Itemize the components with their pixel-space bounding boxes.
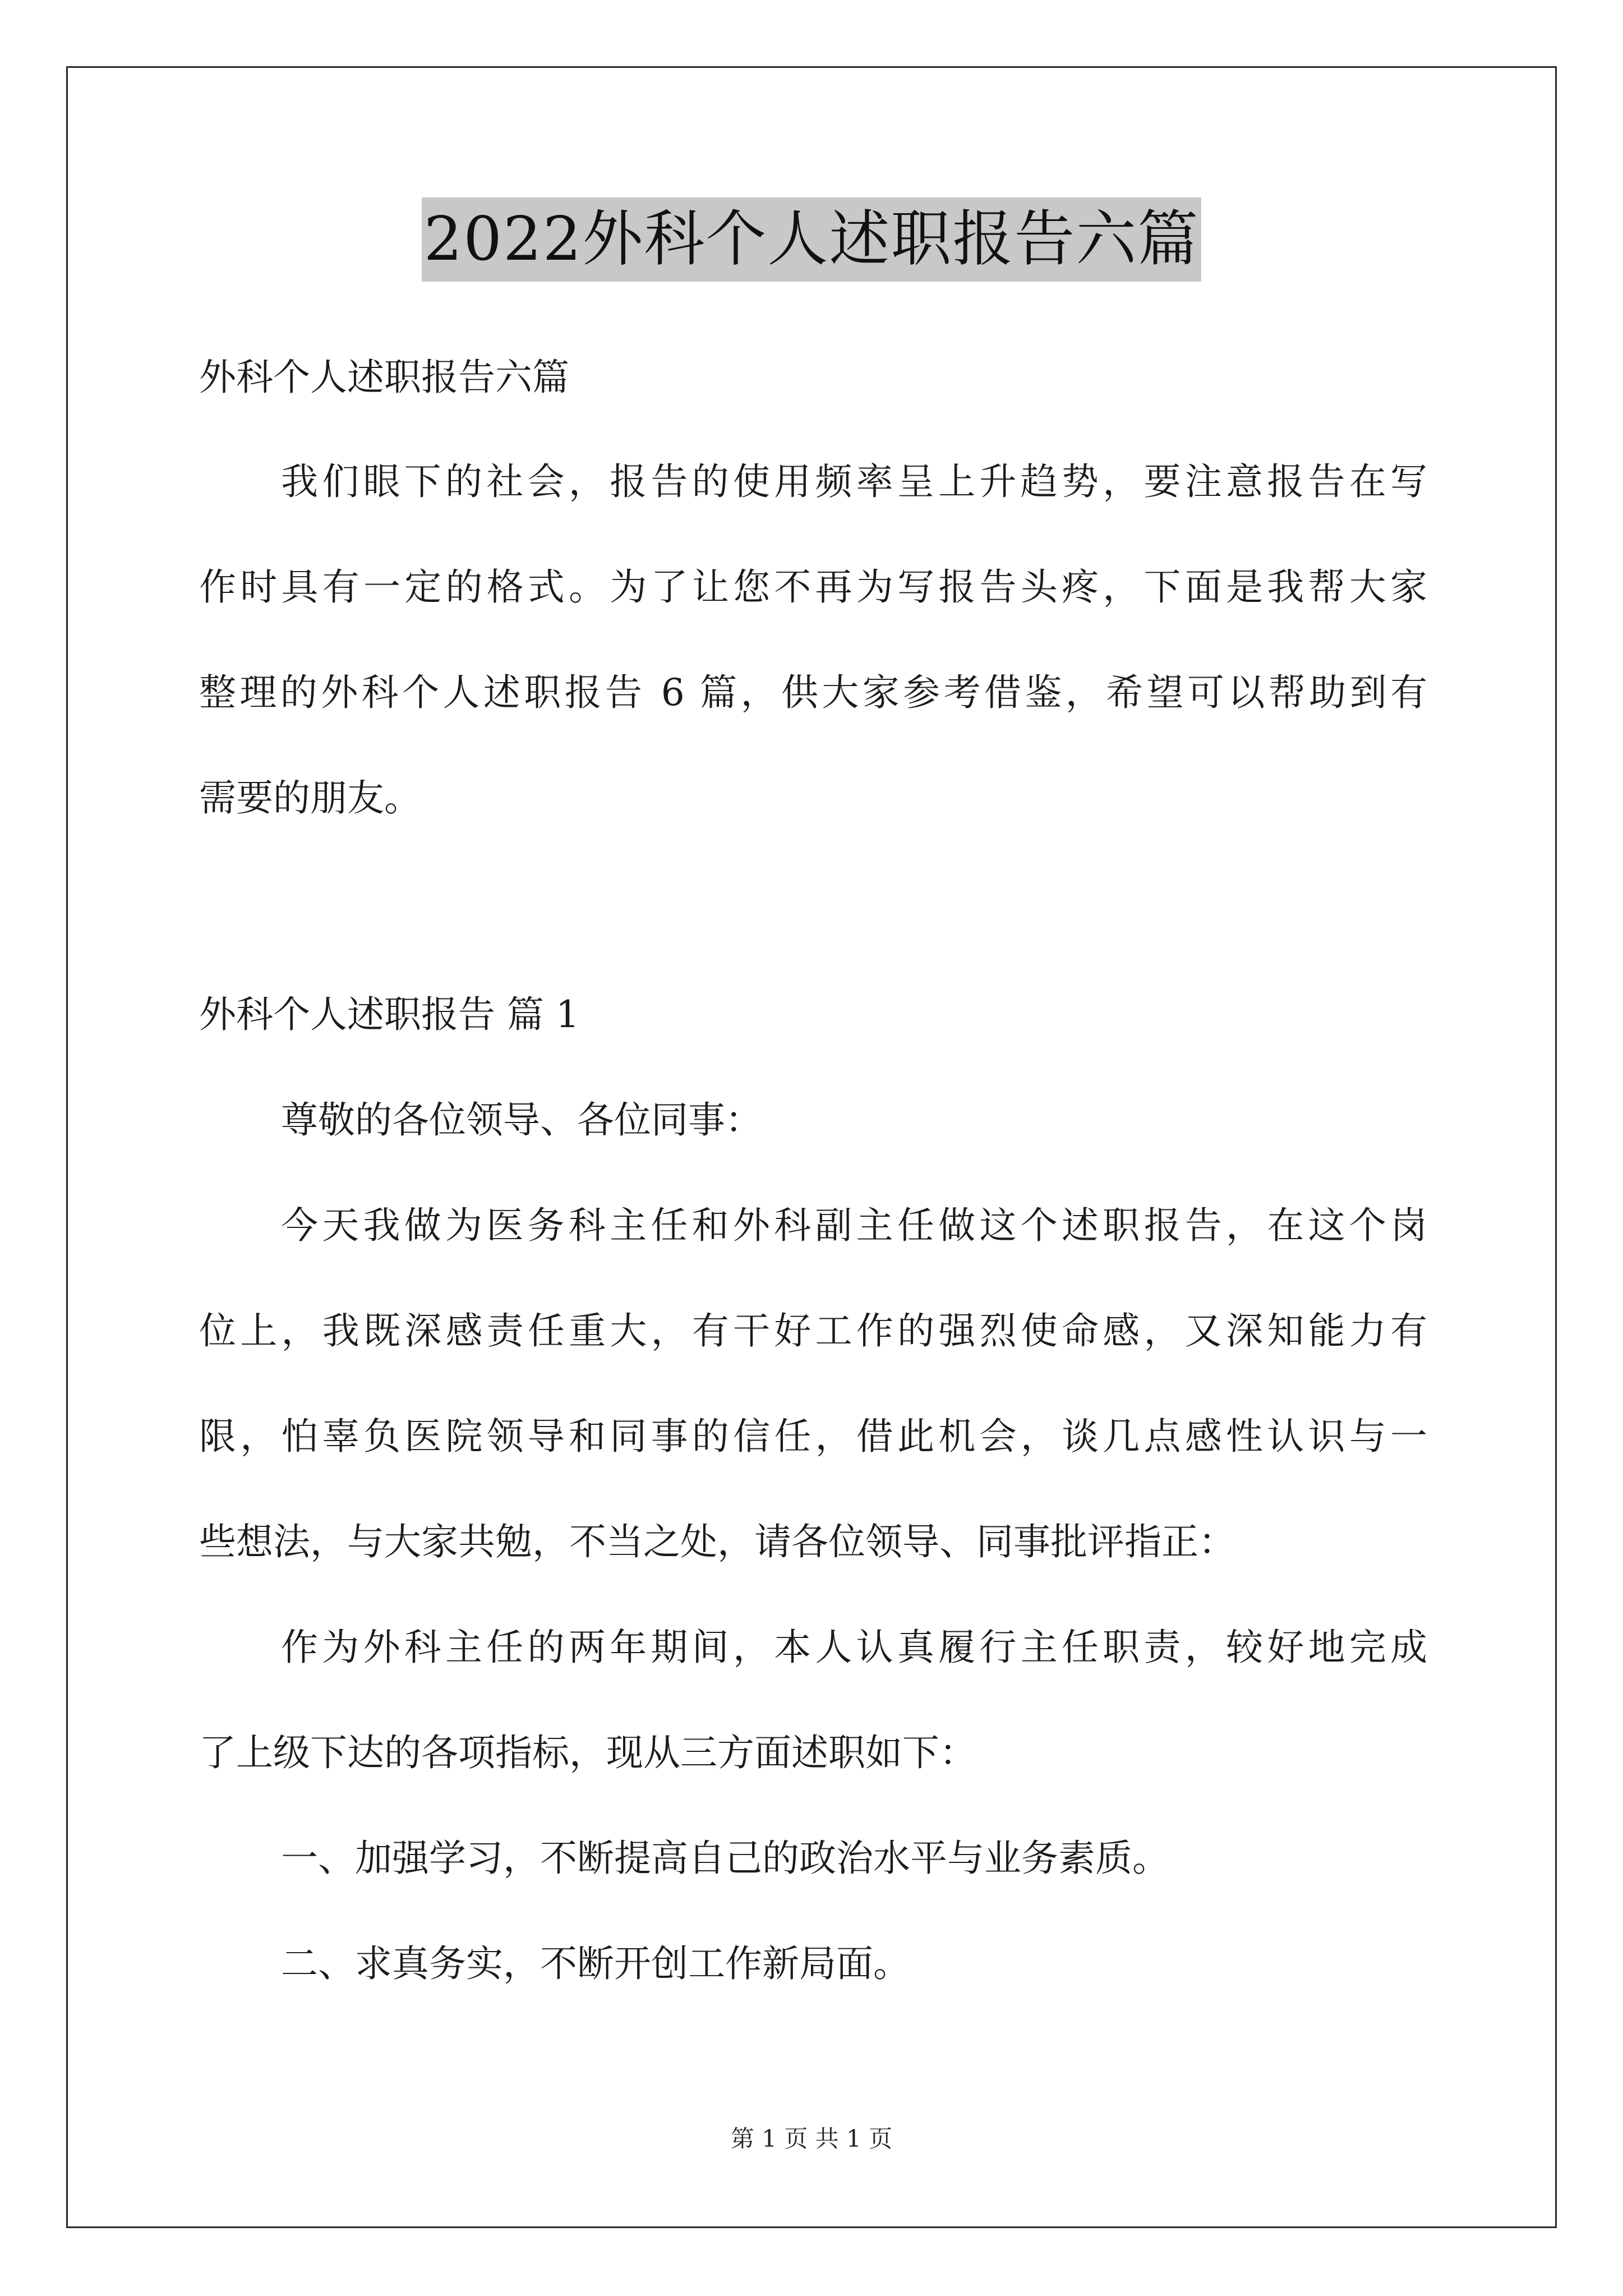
intro-line-4: 需要的朋友。 xyxy=(199,776,421,820)
para1-line-4: 些想法，与大家共勉，不当之处，请各位领导、同事批评指正： xyxy=(199,1520,1235,1563)
document-subtitle: 外科个人述职报告六篇 xyxy=(199,356,569,399)
intro-line-2: 作时具有一定的格式。为了让您不再为写报告头疼，下面是我帮大家 xyxy=(199,565,1427,609)
intro-line-1: 我们眼下的社会，报告的使用频率呈上升趋势，要注意报告在写 xyxy=(281,460,1427,503)
document-title: 2022外科个人述职报告六篇 xyxy=(422,197,1202,282)
point-1: 一、加强学习，不断提高自己的政治水平与业务素质。 xyxy=(281,1837,1169,1880)
intro-line-3: 整理的外科个人述职报告 6 篇，供大家参考借鉴，希望可以帮助到有 xyxy=(199,671,1427,714)
page-footer: 第 1 页 共 1 页 xyxy=(730,2125,893,2152)
title-container xyxy=(0,197,1623,282)
para2-line-2: 了上级下达的各项指标，现从三方面述职如下： xyxy=(199,1731,976,1774)
para2-line-1: 作为外科主任的两年期间，本人认真履行主任职责，较好地完成 xyxy=(281,1626,1427,1669)
para1-line-3: 限，怕辜负医院领导和同事的信任，借此机会，谈几点感性认识与一 xyxy=(199,1415,1427,1458)
greeting: 尊敬的各位领导、各位同事： xyxy=(281,1098,762,1142)
para1-line-2: 位上，我既深感责任重大，有干好工作的强烈使命感，又深知能力有 xyxy=(199,1309,1427,1352)
section-heading: 外科个人述职报告 篇 1 xyxy=(199,993,579,1036)
point-2: 二、求真务实，不断开创工作新局面。 xyxy=(281,1942,910,1985)
para1-line-1: 今天我做为医务科主任和外科副主任做这个述职报告，在这个岗 xyxy=(281,1204,1427,1247)
